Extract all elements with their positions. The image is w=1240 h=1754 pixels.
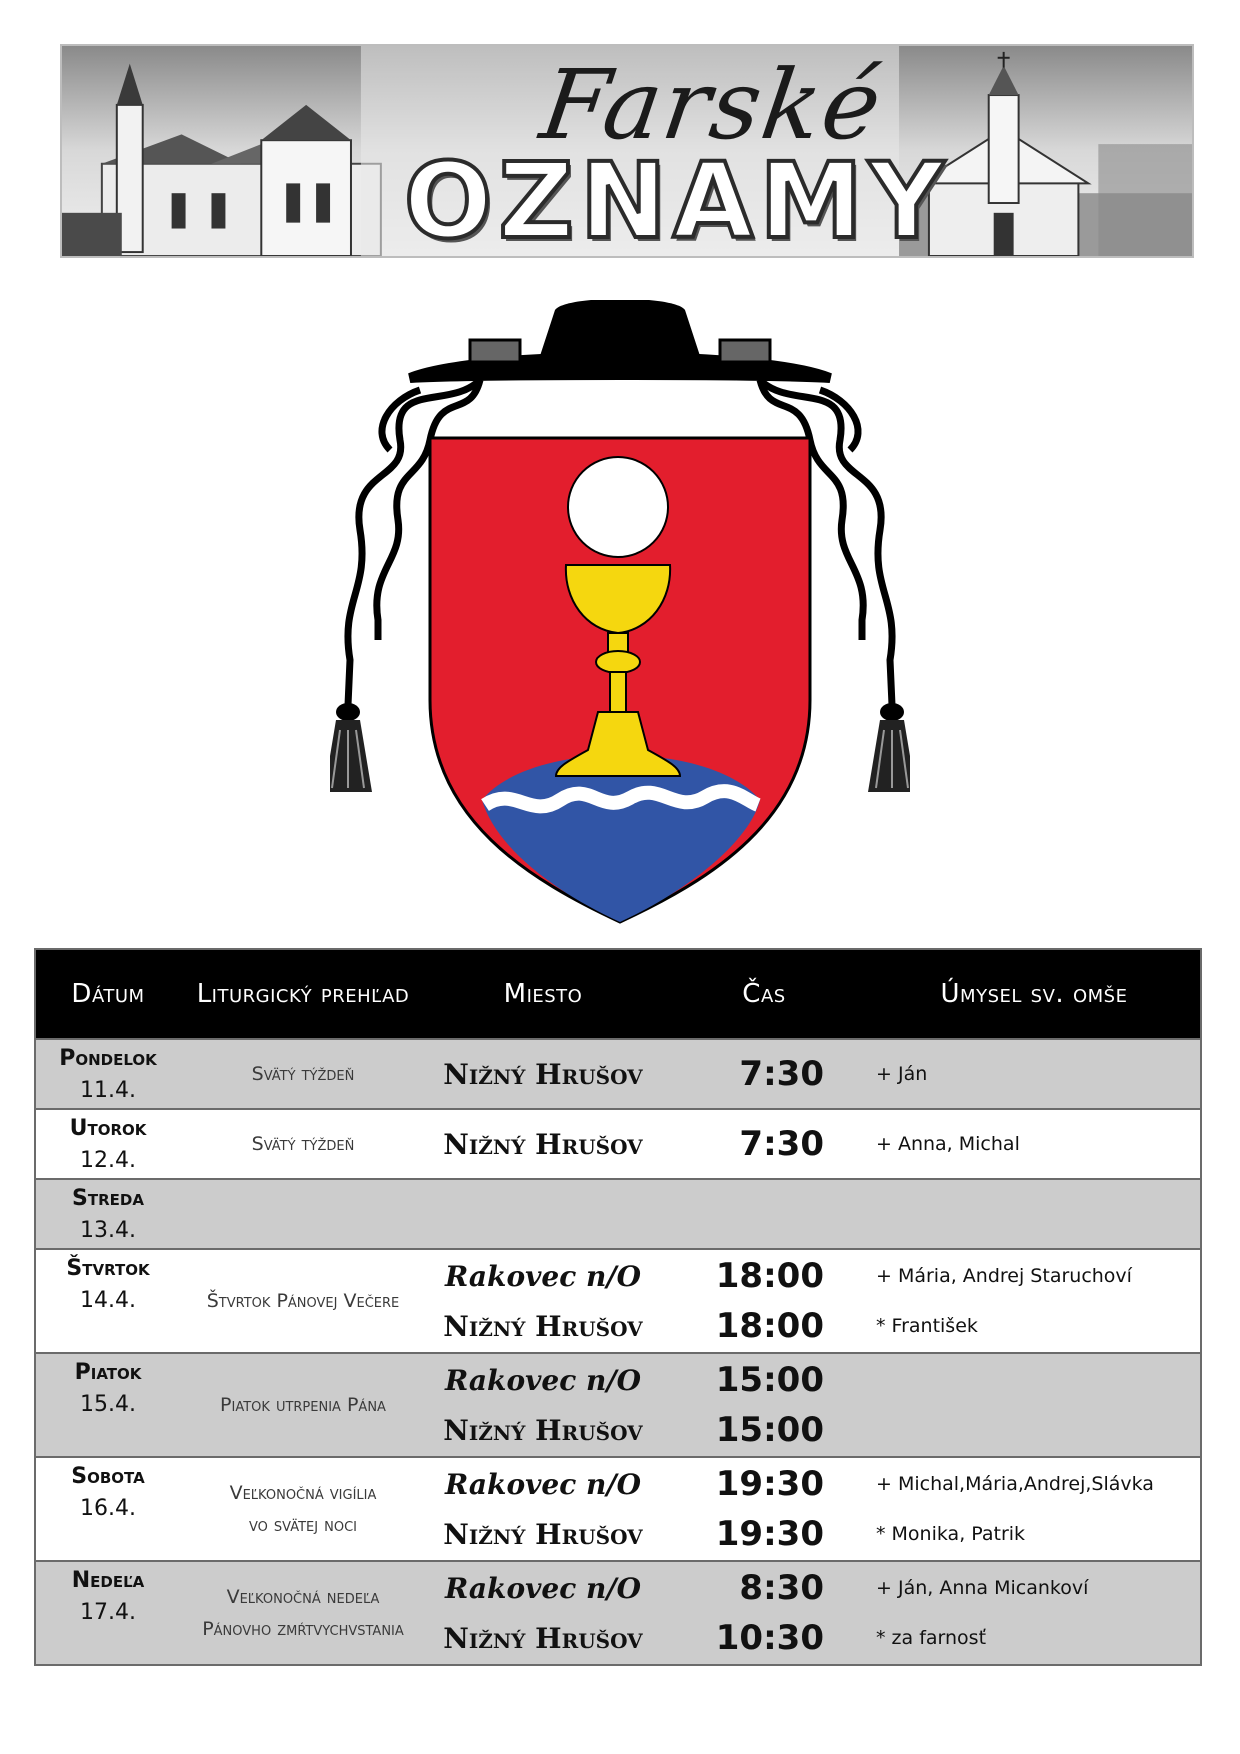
header-banner [60, 44, 1194, 258]
table-row [36, 1108, 1200, 1178]
day-name: Streda [72, 1186, 144, 1211]
mass-time: 10:30 [715, 1618, 824, 1658]
mass-place: Rakovec n/O [445, 1571, 641, 1605]
mass-list [426, 1458, 1200, 1560]
header-time: Čas [742, 979, 786, 1009]
mass-time: 19:30 [715, 1464, 824, 1504]
liturgy-line: Piatok utrpenia Pána [220, 1394, 386, 1416]
day-name: Nedeľa [71, 1568, 145, 1593]
mass-place: Nižný Hrušov [443, 1309, 643, 1343]
day-date: 13.4. [80, 1218, 136, 1243]
table-row [36, 1352, 1200, 1456]
mass-list [426, 1110, 1200, 1178]
header-intention: Úmysel sv. omše [940, 979, 1128, 1009]
liturgy-cell [180, 1250, 426, 1352]
day-date: 11.4. [80, 1078, 136, 1103]
mass-entry [426, 1355, 1200, 1405]
mass-intention: + Ján, Anna Micankoví [876, 1577, 1089, 1599]
day-name: Piatok [74, 1360, 142, 1385]
date-cell [36, 1110, 180, 1178]
mass-intention: + Mária, Andrej Staruchoví [876, 1265, 1132, 1287]
mass-intention: * Monika, Patrik [876, 1523, 1026, 1545]
liturgy-line: Veľkonočná vigília [229, 1482, 377, 1504]
day-name: Štvrtok [66, 1256, 150, 1281]
day-name: Pondelok [59, 1046, 157, 1071]
mass-place: Nižný Hrušov [443, 1127, 643, 1161]
liturgy-line: Svätý týždeň [251, 1133, 355, 1155]
galero-hat-icon [410, 300, 830, 378]
table-body [36, 1038, 1200, 1664]
mass-schedule-table [34, 948, 1202, 1666]
host-icon [568, 457, 668, 557]
table-header [36, 950, 1200, 1038]
mass-time: 19:30 [715, 1514, 824, 1554]
mass-intention: + Anna, Michal [876, 1133, 1020, 1155]
header-liturgy: Liturgický prehľad [196, 979, 410, 1009]
liturgy-cell [180, 1458, 426, 1560]
mass-entry [426, 1251, 1200, 1301]
day-name: Utorok [69, 1116, 147, 1141]
liturgy-cell [180, 1354, 426, 1456]
banner-title-oznamy: OZNAMY [403, 140, 951, 258]
table-row [36, 1248, 1200, 1352]
mass-entry [426, 1613, 1200, 1663]
mass-time: 7:30 [739, 1124, 824, 1164]
mass-entry [426, 1111, 1200, 1177]
mass-place: Rakovec n/O [445, 1259, 641, 1293]
day-date: 17.4. [80, 1600, 136, 1625]
mass-list [426, 1250, 1200, 1352]
liturgy-cell [180, 1040, 426, 1108]
mass-place: Nižný Hrušov [443, 1413, 643, 1447]
header-date: Dátum [71, 979, 145, 1009]
mass-intention: + Michal,Mária,Andrej,Slávka [876, 1473, 1154, 1495]
header-place: Miesto [503, 979, 583, 1009]
table-row [36, 1038, 1200, 1108]
mass-time: 8:30 [739, 1568, 824, 1608]
liturgy-cell [180, 1110, 426, 1178]
date-cell [36, 1458, 180, 1560]
table-row [36, 1560, 1200, 1664]
mass-place: Nižný Hrušov [443, 1057, 643, 1091]
liturgy-cell [180, 1562, 426, 1664]
liturgy-line: Pánovho zmŕtvychvstania [202, 1618, 404, 1640]
mass-place: Rakovec n/O [445, 1363, 641, 1397]
table-row [36, 1456, 1200, 1560]
mass-entry [426, 1509, 1200, 1559]
mass-list [426, 1562, 1200, 1664]
mass-list [426, 1354, 1200, 1456]
mass-entry [426, 1405, 1200, 1455]
day-date: 12.4. [80, 1148, 136, 1173]
mass-time: 15:00 [715, 1360, 824, 1400]
mass-time: 7:30 [739, 1054, 824, 1094]
banner-title-farske: Farské [534, 49, 890, 161]
mass-entry [426, 1301, 1200, 1351]
date-cell [36, 1562, 180, 1664]
date-cell [36, 1250, 180, 1352]
day-name: Sobota [71, 1464, 145, 1489]
day-date: 15.4. [80, 1392, 136, 1417]
day-date: 14.4. [80, 1288, 136, 1313]
liturgy-cell [180, 1180, 426, 1248]
date-cell [36, 1354, 180, 1456]
mass-intention: * za farnosť [876, 1627, 987, 1649]
mass-time: 18:00 [715, 1256, 824, 1296]
mass-list [426, 1040, 1200, 1108]
mass-time: 18:00 [715, 1306, 824, 1346]
mass-intention: + Ján [876, 1063, 928, 1085]
mass-entry [426, 1459, 1200, 1509]
mass-place: Nižný Hrušov [443, 1621, 643, 1655]
date-cell [36, 1180, 180, 1248]
liturgy-line: vo svätej noci [248, 1514, 358, 1536]
right-tassel-icon [868, 703, 910, 792]
mass-place: Rakovec n/O [445, 1467, 641, 1501]
mass-entry [426, 1563, 1200, 1613]
liturgy-line: Svätý týždeň [251, 1063, 355, 1085]
mass-entry [426, 1041, 1200, 1107]
left-tassel-icon [330, 703, 372, 792]
date-cell [36, 1040, 180, 1108]
table-row [36, 1178, 1200, 1248]
mass-place: Nižný Hrušov [443, 1517, 643, 1551]
parish-coat-of-arms [330, 300, 910, 930]
day-date: 16.4. [80, 1496, 136, 1521]
mass-intention: * František [876, 1315, 978, 1337]
mass-time: 15:00 [715, 1410, 824, 1450]
liturgy-line: Veľkonočná nedeľa [226, 1586, 380, 1608]
liturgy-line: Štvrtok Pánovej Večere [206, 1290, 400, 1312]
